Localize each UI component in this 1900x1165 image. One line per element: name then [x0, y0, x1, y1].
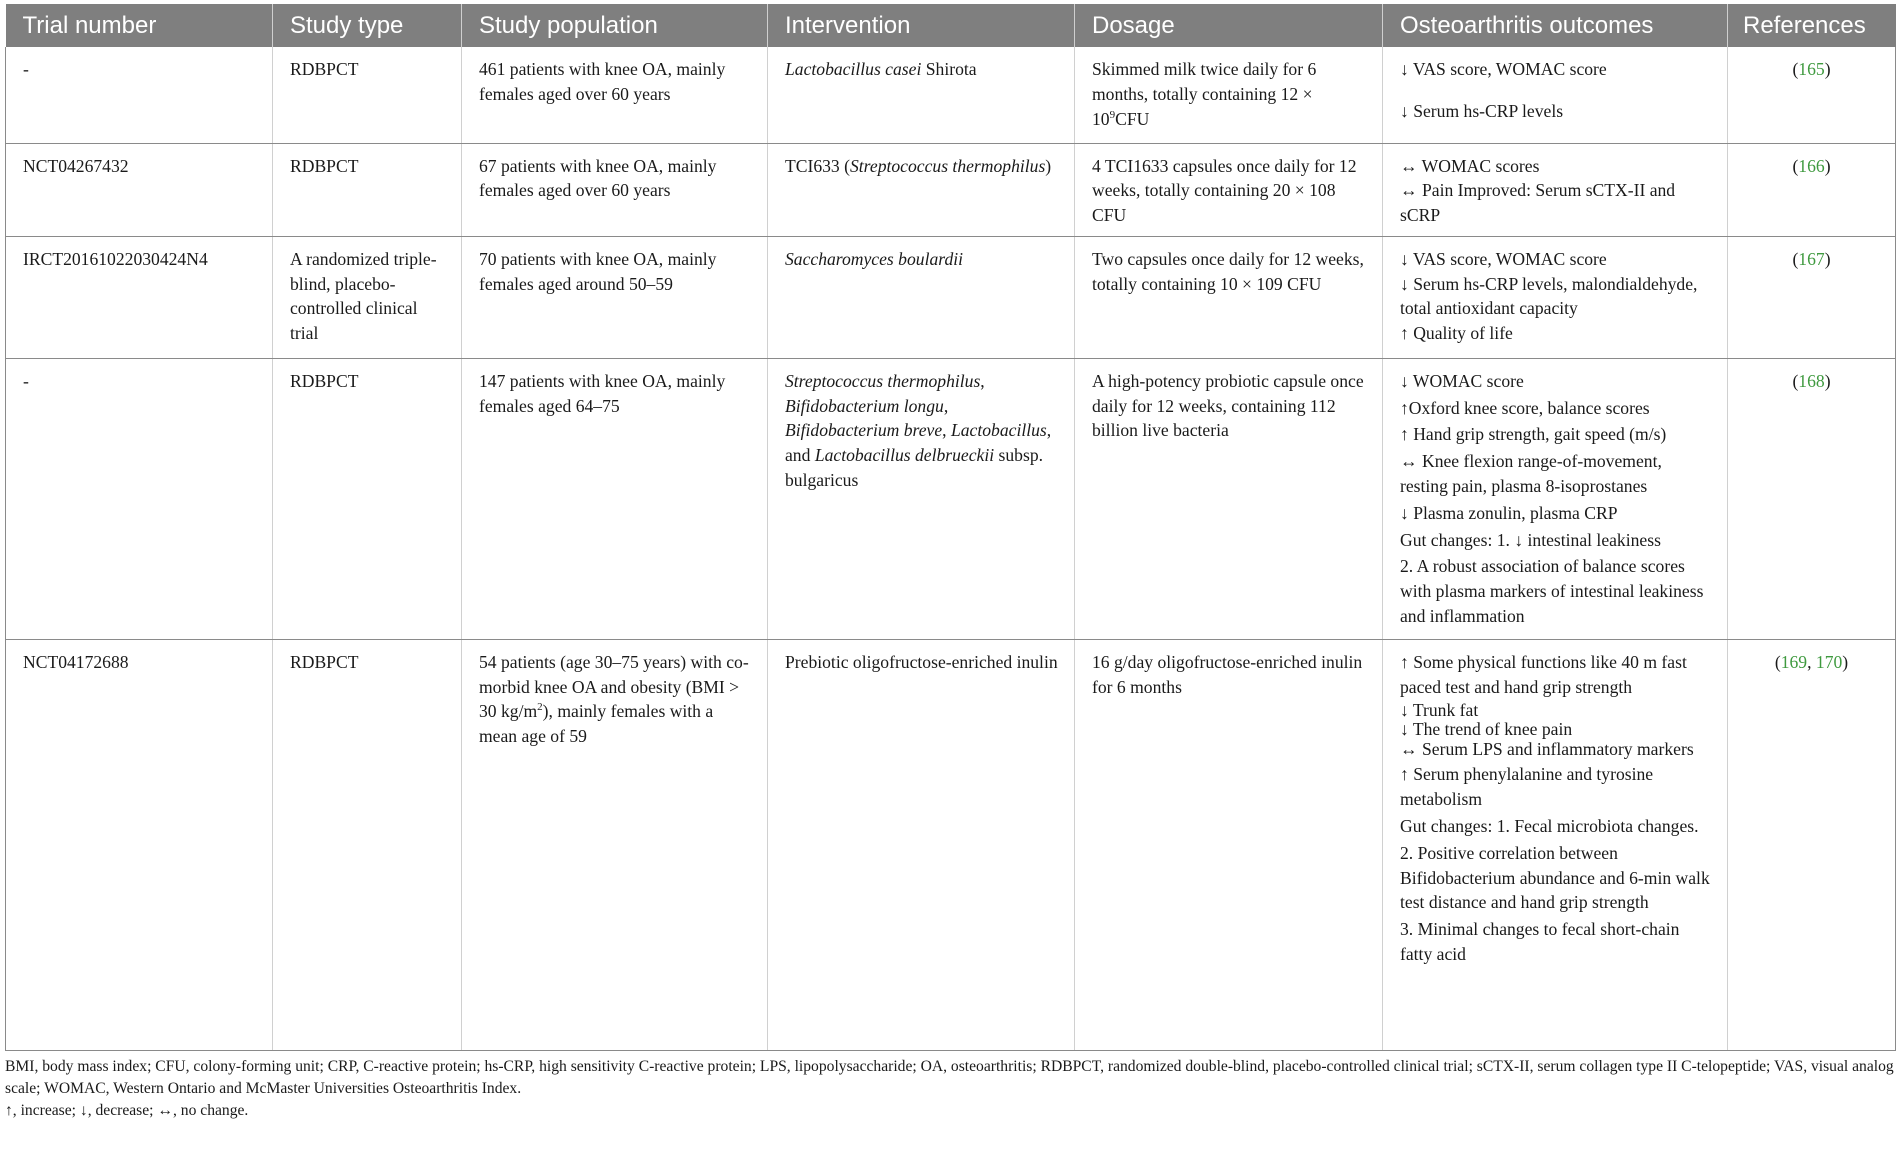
outcome-item: Gut changes: 1. Fecal microbiota changes. [1400, 816, 1699, 837]
outcomes-cell [1383, 639, 1728, 1050]
outcome-item: ↓ Trunk fat [1400, 700, 1479, 721]
trial-number-cell: - [6, 358, 273, 639]
study-type-cell: A randomized triple-blind, placebo-controlled clinical trial [273, 236, 462, 358]
outcome-item: ↓ VAS score, WOMAC score [1400, 59, 1607, 79]
population-text: ), mainly females with a mean age of 59 [479, 701, 714, 747]
references-cell: (167) [1728, 236, 1896, 358]
clinical-trials-table [5, 4, 1896, 1051]
outcome-item: ↔ Knee flexion range-of-movement, resting pain, plasma 8-isoprostanes [1400, 451, 1662, 497]
outcome-item: ↑ Hand grip strength, gait speed (m/s) [1400, 424, 1667, 445]
separator: , [980, 370, 985, 391]
table-footnote [5, 1056, 1895, 1122]
separator: , and [785, 420, 1052, 466]
header-dosage: Dosage [1075, 4, 1383, 47]
outcome-item: 3. Minimal changes to fecal short-chain fatty acid [1400, 919, 1680, 965]
table-row [6, 47, 1896, 143]
outcomes-cell [1383, 47, 1728, 143]
trial-number-cell: NCT04172688 [6, 639, 273, 1050]
trial-number-cell: IRCT20161022030424N4 [6, 236, 273, 358]
exponent: 9 [1109, 108, 1116, 121]
header-intervention: Intervention [768, 4, 1075, 47]
table-row [6, 639, 1896, 1050]
outcome-item: Gut changes: 1. ↓ intestinal leakiness [1400, 529, 1661, 550]
population-text: 54 patients (age 30–75 years) with co-morbid knee OA and obesity (BMI > 30 kg/m [479, 651, 749, 722]
outcome-item: ↑ Quality of life [1400, 323, 1513, 344]
study-type-cell: RDBPCT [273, 47, 462, 143]
outcome-item: ↓ VAS score, WOMAC score [1400, 248, 1607, 269]
separator: , [943, 395, 949, 416]
population-cell: 70 patients with knee OA, mainly females aged around 50–59 [462, 236, 768, 358]
intervention-cell: Prebiotic oligofructose-enriched inulin [768, 639, 1075, 1050]
outcomes-cell [1383, 143, 1728, 236]
abbreviations-note: BMI, body mass index; CFU, colony-forming unit; CRP, C-reactive protein; hs-CRP, high sensitivity C-reactive protein; LPS, lipopolysaccharide; OA, osteoarthritis; RDBPCT, randomized double-blind, placebo-controlled clinical trial; sCTX-II, serum collagen type II C-telopeptide; VAS, visual analog scale; WOMAC, Western Ontario and McMaster Universities Osteoarthritis Index. [5, 1057, 1894, 1097]
table-row [6, 236, 1896, 358]
intervention-cell [768, 236, 1075, 358]
organism-name: Streptococcus thermophilus [850, 155, 1046, 176]
separator: , [942, 420, 951, 441]
population-cell: 461 patients with knee OA, mainly females aged over 60 years [462, 47, 768, 143]
trial-number-cell: NCT04267432 [6, 143, 273, 236]
symbols-note: ↑, increase; ↓, decrease; ↔, no change. [5, 1101, 249, 1119]
outcome-item: ↓ Plasma zonulin, plasma CRP [1400, 502, 1618, 523]
outcome-item: ↑ Some physical functions like 40 m fast paced test and hand grip strength [1400, 651, 1687, 697]
outcome-item: ↑Oxford knee score, balance scores [1400, 397, 1650, 418]
reference-link[interactable]: 167 [1798, 248, 1825, 269]
references-cell: (168) [1728, 358, 1896, 639]
organism-name: Streptococcus thermophilus [785, 370, 981, 391]
reference-link[interactable]: 168 [1798, 370, 1825, 391]
organism-name: Bifidobacterium breve [785, 420, 943, 441]
dosage-text: Skimmed milk twice daily for 6 months, totally containing 12 × 10 [1092, 59, 1317, 129]
reference-link[interactable]: 170 [1815, 651, 1843, 672]
trial-number-cell: - [6, 47, 273, 143]
table-row [6, 143, 1896, 236]
outcome-item: ↓ The trend of knee pain [1400, 719, 1573, 740]
outcomes-cell [1383, 358, 1728, 639]
intervention-text: Shirota [921, 59, 977, 79]
dosage-cell: Two capsules once daily for 12 weeks, totally containing 10 × 109 CFU [1075, 236, 1383, 358]
reference-link[interactable]: 166 [1798, 155, 1825, 176]
references-cell: (169, 170) [1728, 639, 1896, 1050]
table-header-row [6, 4, 1896, 47]
dosage-cell: A high-potency probiotic capsule once daily for 12 weeks, containing 112 billion live bacteria [1075, 358, 1383, 639]
intervention-text: subsp. bulgaricus [785, 445, 1044, 491]
intervention-cell [768, 47, 1075, 143]
organism-name: Bifidobacterium longu [785, 395, 944, 416]
dosage-cell [1075, 47, 1383, 143]
table-row [6, 358, 1896, 639]
outcome-spacer [1400, 82, 1713, 99]
outcome-item: 2. Positive correlation between Bifidobacterium abundance and 6-min walk test distance and hand grip strength [1400, 842, 1710, 913]
outcome-item: ↓ WOMAC score [1400, 370, 1524, 391]
organism-name: Lactobacillus casei [785, 59, 922, 79]
reference-link[interactable]: 165 [1798, 59, 1825, 79]
dosage-cell: 16 g/day oligofructose-enriched inulin for 6 months [1075, 639, 1383, 1050]
intervention-cell [768, 143, 1075, 236]
organism-name: Saccharomyces boulardii [785, 248, 964, 269]
references-cell: (166) [1728, 143, 1896, 236]
header-study-population: Study population [462, 4, 768, 47]
reference-link[interactable]: 169 [1780, 651, 1808, 672]
population-cell: 147 patients with knee OA, mainly females aged 64–75 [462, 358, 768, 639]
header-study-type: Study type [273, 4, 462, 47]
population-cell: 67 patients with knee OA, mainly females aged over 60 years [462, 143, 768, 236]
intervention-text: ) [1045, 155, 1052, 176]
outcome-item: ↔ Pain Improved: Serum sCTX-II and sCRP [1400, 180, 1676, 226]
study-type-cell: RDBPCT [273, 639, 462, 1050]
intervention-cell [768, 358, 1075, 639]
outcome-item: 2. A robust association of balance scores with plasma markers of intestinal leakiness and inflammation [1400, 556, 1704, 627]
header-outcomes: Osteoarthritis outcomes [1383, 4, 1728, 47]
dosage-cell: 4 TCI1633 capsules once daily for 12 weeks, totally containing 20 × 108 CFU [1075, 143, 1383, 236]
table-container [5, 4, 1895, 1122]
header-trial-number: Trial number [6, 4, 273, 47]
outcomes-cell [1383, 236, 1728, 358]
outcome-item: ↑ Serum phenylalanine and tyrosine metabolism [1400, 764, 1654, 810]
outcome-item: ↔ WOMAC scores [1400, 155, 1540, 176]
intervention-text: TCI633 ( [785, 155, 850, 176]
dosage-unit: CFU [1115, 108, 1150, 129]
study-type-cell: RDBPCT [273, 358, 462, 639]
references-cell: (165) [1728, 47, 1896, 143]
population-cell [462, 639, 768, 1050]
organism-name: Lactobacillus [950, 420, 1047, 441]
study-type-cell: RDBPCT [273, 143, 462, 236]
exponent: 2 [537, 701, 543, 714]
outcome-item: ↓ Serum hs-CRP levels [1400, 100, 1564, 121]
outcome-item: ↔ Serum LPS and inflammatory markers [1400, 739, 1694, 760]
outcome-item: ↓ Serum hs-CRP levels, malondialdehyde, total antioxidant capacity [1400, 273, 1698, 319]
organism-name: Lactobacillus delbrueckii [814, 445, 995, 466]
header-references: References [1728, 4, 1896, 47]
